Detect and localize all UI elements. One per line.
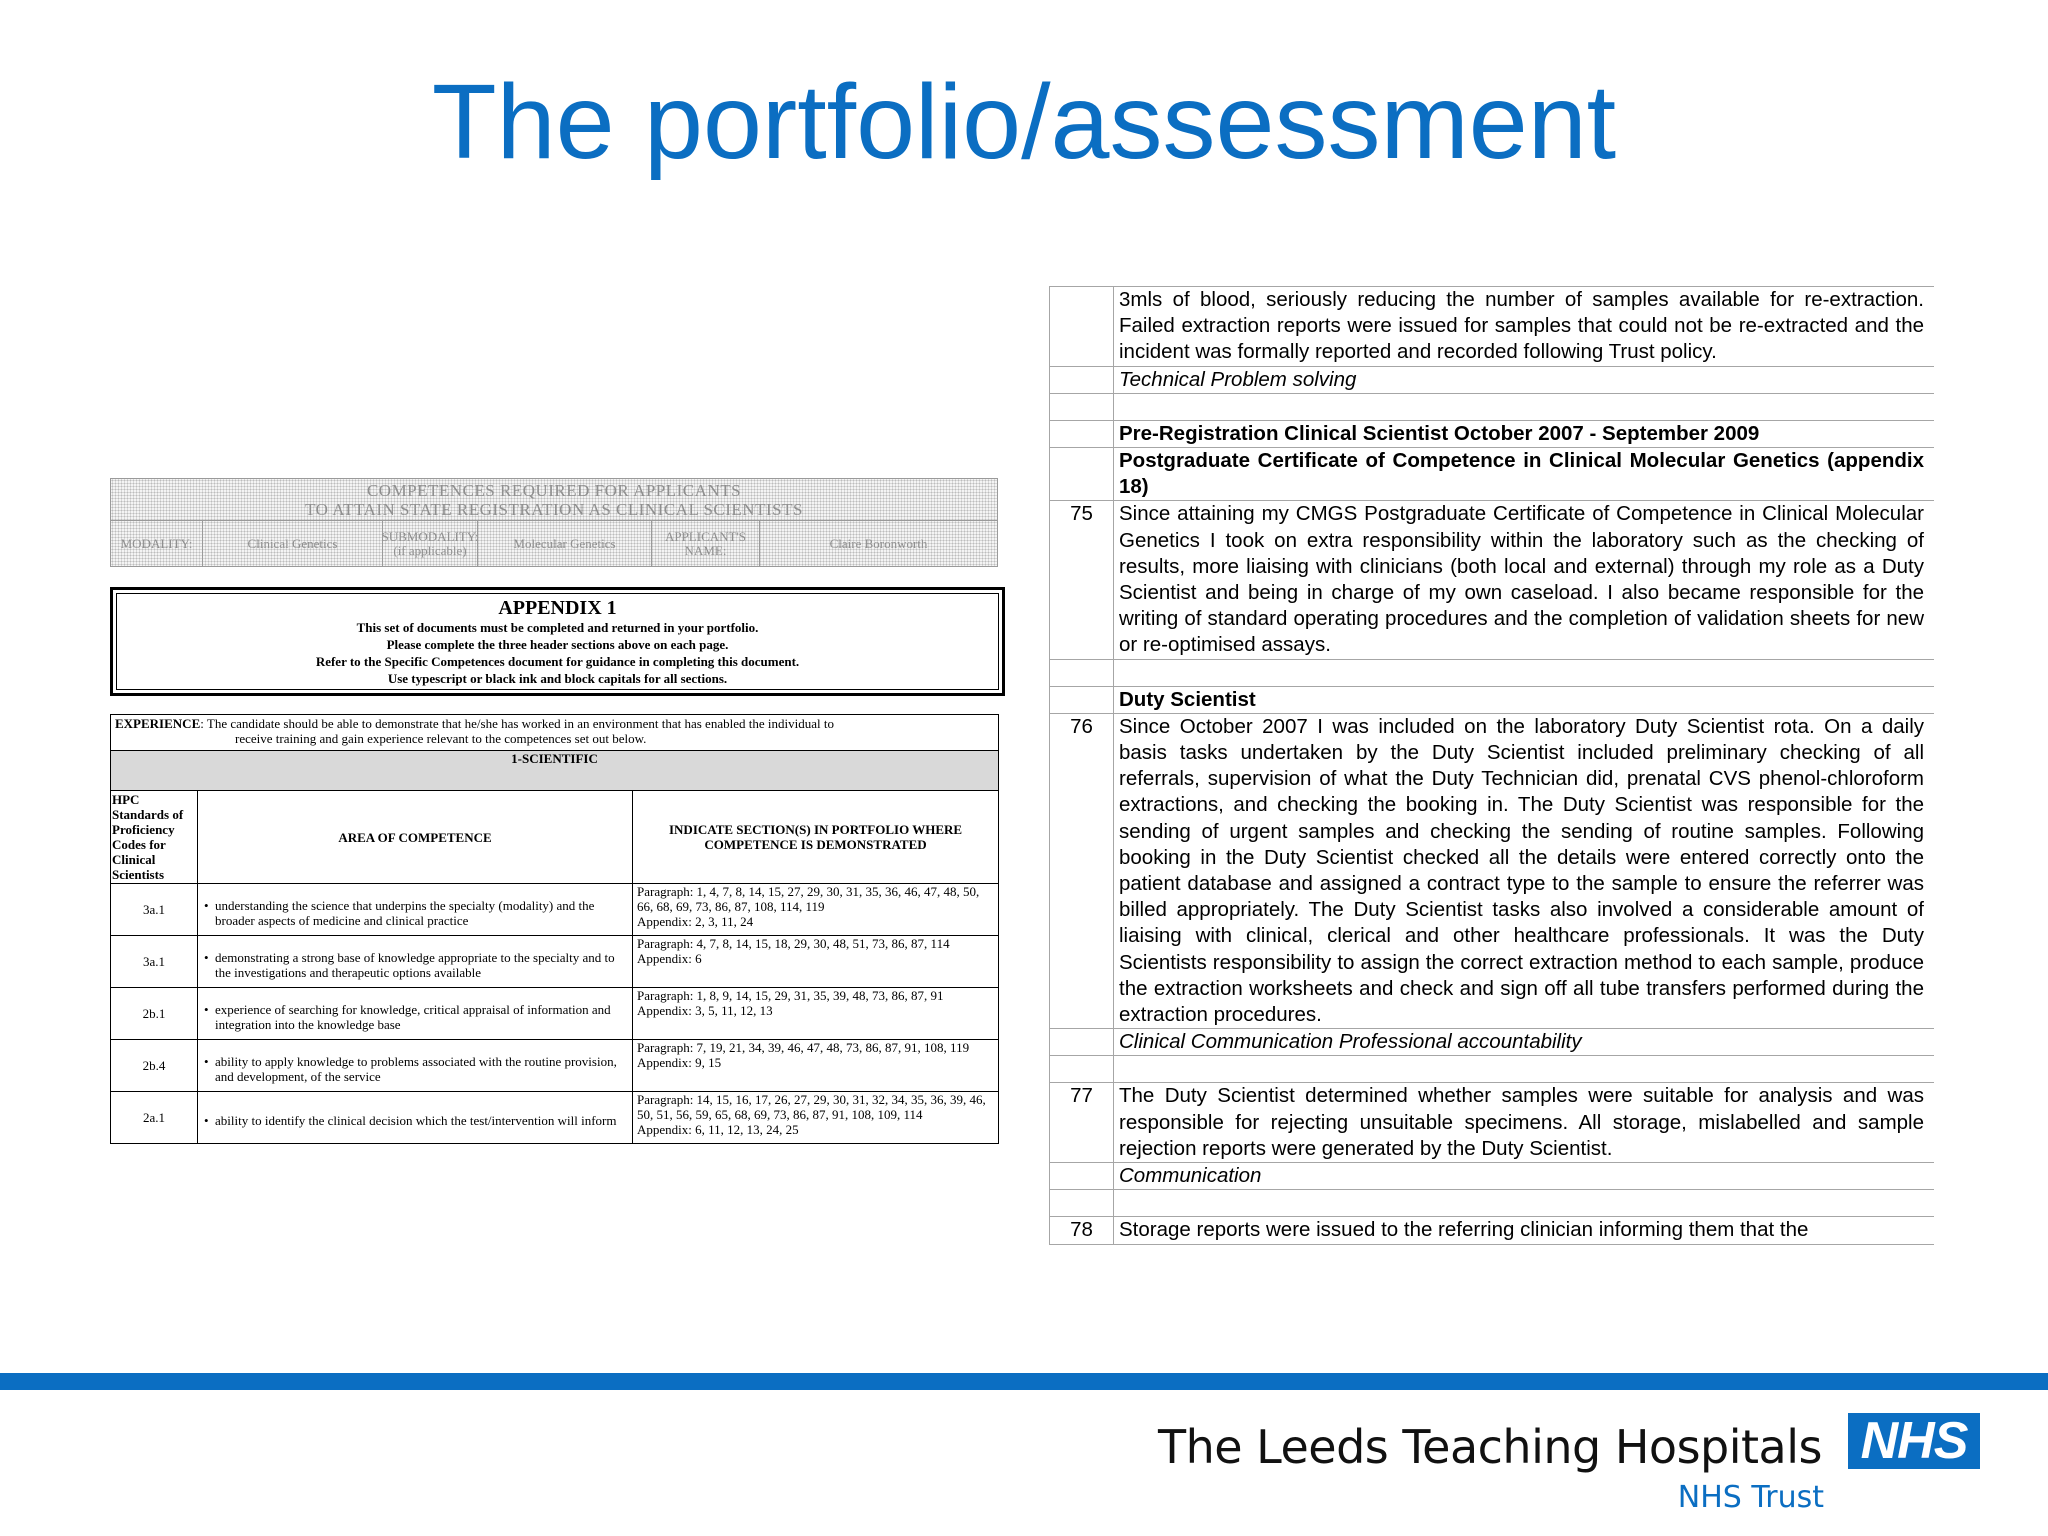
portfolio-sections: Paragraph: 1, 4, 7, 8, 14, 15, 27, 29, 30, 31, 35, 36, 46, 47, 48, 50, 66, 68, 69, 73, 86, 87, 108, 114, 119 Appendix: 2, 3, 11, 24 <box>633 884 999 936</box>
evidence-text: Pre-Registration Clinical Scientist October 2007 - September 2009 <box>1114 420 1935 447</box>
evidence-text <box>1114 1056 1935 1083</box>
table-row <box>111 884 999 936</box>
table-row <box>111 1092 999 1144</box>
evidence-text: Storage reports were issued to the referring clinician informing them that the <box>1114 1217 1935 1244</box>
modality-label: MODALITY: <box>111 521 203 566</box>
indicate-header: INDICATE SECTION(S) IN PORTFOLIO WHERE COMPETENCE IS DEMONSTRATED <box>633 791 999 884</box>
competences-title <box>111 479 997 520</box>
paragraph-number <box>1050 420 1114 447</box>
submodality-value: Molecular Genetics <box>478 521 652 566</box>
table-row <box>111 936 999 988</box>
evidence-text: Communication <box>1114 1163 1935 1190</box>
applicant-value: Claire Boronworth <box>829 535 928 551</box>
paragraph-number <box>1050 1029 1114 1056</box>
evidence-text <box>1114 659 1935 686</box>
evidence-row <box>1050 501 1935 659</box>
evidence-row <box>1050 1029 1935 1056</box>
competences-document <box>110 478 1000 1144</box>
portfolio-sections: Paragraph: 14, 15, 16, 17, 26, 27, 29, 30, 31, 32, 34, 35, 36, 39, 46, 50, 51, 56, 59, 65, 68, 69, 73, 86, 87, 91, 108, 109, 114 Appendix: 6, 11, 12, 13, 24, 25 <box>633 1092 999 1144</box>
competences-title-line-2: TO ATTAIN STATE REGISTRATION AS CLINICAL SCIENTISTS <box>305 500 803 519</box>
evidence-text: Technical Problem solving <box>1114 366 1935 393</box>
evidence-text <box>1114 393 1935 420</box>
paragraph-number <box>1050 686 1114 713</box>
paragraph-number: 78 <box>1050 1217 1114 1244</box>
evidence-scroll <box>1049 286 1934 1290</box>
portfolio-sections: Paragraph: 7, 19, 21, 34, 39, 46, 47, 48, 73, 86, 87, 91, 108, 119 Appendix: 9, 15 <box>633 1040 999 1092</box>
table-row <box>111 1040 999 1092</box>
evidence-row <box>1050 366 1935 393</box>
evidence-row <box>1050 713 1935 1028</box>
competence-table <box>110 714 999 1144</box>
competences-header <box>110 478 998 567</box>
hpc-code: 2a.1 <box>111 1092 198 1144</box>
appendix-line: This set of documents must be completed and returned in your portfolio. <box>356 620 759 635</box>
evidence-text: Postgraduate Certificate of Competence in Clinical Molecular Genetics (appendix 18) <box>1114 448 1935 501</box>
evidence-table <box>1049 286 1934 1245</box>
applicant-label: APPLICANT'S NAME: <box>652 521 760 566</box>
table-row <box>111 988 999 1040</box>
evidence-text: Clinical Communication Professional accountability <box>1114 1029 1935 1056</box>
paragraph-number <box>1050 448 1114 501</box>
evidence-row <box>1050 287 1935 367</box>
competences-meta-row <box>111 520 997 566</box>
evidence-text: Since attaining my CMGS Postgraduate Certificate of Competence in Clinical Molecular Genetics I took on extra responsibility within the laboratory such as the checking of results, more liaising with clinicians (both local and external) through my role as a Duty Scientist and being in charge of my own caseload. I also became responsible for the writing of standard operating procedures and the completion of validation sheets for new or re-optimised assays. <box>1114 501 1935 659</box>
evidence-text: The Duty Scientist determined whether samples were suitable for analysis and was responsible for rejecting unsuitable specimens. All storage, mislabelled and sample rejection reports were generated by the Duty Scientist. <box>1114 1083 1935 1163</box>
footer-bar <box>0 1373 2048 1390</box>
appendix-inner <box>116 593 999 690</box>
experience-cell <box>111 715 999 751</box>
evidence-row <box>1050 448 1935 501</box>
appendix-line: Refer to the Specific Competences document for guidance in completing this document. <box>315 654 800 669</box>
paragraph-number <box>1050 1056 1114 1083</box>
paragraph-number <box>1050 366 1114 393</box>
area-of-competence: • demonstrating a strong base of knowledge appropriate to the specialty and to the investigations and therapeutic options available <box>198 936 633 988</box>
paragraph-number: 76 <box>1050 713 1114 1028</box>
evidence-row <box>1050 686 1935 713</box>
evidence-row <box>1050 1083 1935 1163</box>
paragraph-number <box>1050 287 1114 367</box>
appendix-title: APPENDIX 1 <box>498 597 617 619</box>
hpc-code: 3a.1 <box>111 884 198 936</box>
paragraph-number <box>1050 1163 1114 1190</box>
portfolio-sections: Paragraph: 1, 8, 9, 14, 15, 29, 31, 35, 39, 48, 73, 86, 87, 91 Appendix: 3, 5, 11, 12, 13 <box>633 988 999 1040</box>
hpc-code: 3a.1 <box>111 936 198 988</box>
hpc-code: 2b.4 <box>111 1040 198 1092</box>
slide-title: The portfolio/assessment <box>431 63 1617 181</box>
appendix-line: Use typescript or black ink and block capitals for all sections. <box>387 671 728 686</box>
area-of-competence: • experience of searching for knowledge, critical appraisal of information and integration into the knowledge base <box>198 988 633 1040</box>
trust-name: NHS Trust <box>1677 1480 1824 1515</box>
hpc-header: HPC Standards of Proficiency Codes for Clinical Scientists <box>111 791 198 884</box>
experience-label: EXPERIENCE <box>115 716 201 731</box>
paragraph-number <box>1050 1190 1114 1217</box>
hpc-code: 2b.1 <box>111 988 198 1040</box>
section-title: 1-SCIENTIFIC <box>111 751 999 791</box>
evidence-text: 3mls of blood, seriously reducing the number of samples available for re-extraction. Failed extraction reports were issued for samples that could not be re-extracted and the incident was formally reported and recorded following Trust policy. <box>1114 287 1935 367</box>
organisation-name: The Leeds Teaching Hospitals <box>1157 1420 1822 1474</box>
submodality-label: SUBMODALITY: (if applicable) <box>383 521 478 566</box>
evidence-row <box>1050 420 1935 447</box>
paragraph-number: 75 <box>1050 501 1114 659</box>
paragraph-number: 77 <box>1050 1083 1114 1163</box>
portfolio-sections: Paragraph: 4, 7, 8, 14, 15, 18, 29, 30, 48, 51, 73, 86, 87, 114 Appendix: 6 <box>633 936 999 988</box>
evidence-document <box>1049 286 1934 1290</box>
nhs-logo: NHS <box>1848 1413 1980 1469</box>
evidence-row <box>1050 1217 1935 1244</box>
spacer-row <box>1050 659 1935 686</box>
spacer-row <box>1050 1056 1935 1083</box>
evidence-text: Since October 2007 I was included on the laboratory Duty Scientist rota. On a daily basis tasks undertaken by the Duty Scientist included preliminary checking of all referrals, supervision of what the Duty Technician did, prenatal CVS phenol-chloroform extractions, and checking the booking in. The Duty Scientist was responsible for the sending of urgent samples and checking the sending of routine samples. Following booking in the Duty Scientist checked all the details were entered correctly onto the patient database and assigned a contract type to the sample to ensure the referrer was billed appropriately. The Duty Scientist tasks also involved a considerable amount of liaising with clinical, clerical and other healthcare professionals. It was the Duty Scientists responsibility to assign the correct extraction method to each sample, produce the extraction worksheets and check and sign off all tube transfers performed during the extraction procedures. <box>1114 713 1935 1028</box>
spacer-row <box>1050 393 1935 420</box>
paragraph-number <box>1050 393 1114 420</box>
evidence-text <box>1114 1190 1935 1217</box>
paragraph-number <box>1050 659 1114 686</box>
spacer-row <box>1050 1190 1935 1217</box>
evidence-row <box>1050 1163 1935 1190</box>
experience-text: : The candidate should be able to demonstrate that he/she has worked in an environment that has enabled the individual to <box>200 716 834 731</box>
appendix-line: Please complete the three header sections above on each page. <box>386 637 729 652</box>
modality-value: Clinical Genetics <box>203 521 383 566</box>
competences-title-line-1: COMPETENCES REQUIRED FOR APPLICANTS <box>366 481 742 500</box>
area-of-competence: • understanding the science that underpins the specialty (modality) and the broader aspects of medicine and clinical practice <box>198 884 633 936</box>
area-of-competence: • ability to apply knowledge to problems associated with the routine provision, and development, of the service <box>198 1040 633 1092</box>
area-of-competence: • ability to identify the clinical decision which the test/intervention will inform <box>198 1092 633 1144</box>
evidence-text: Duty Scientist <box>1114 686 1935 713</box>
area-header: AREA OF COMPETENCE <box>198 791 633 884</box>
experience-text-2: receive training and gain experience relevant to the competences set out below. <box>235 731 647 746</box>
appendix-box <box>110 587 1005 696</box>
